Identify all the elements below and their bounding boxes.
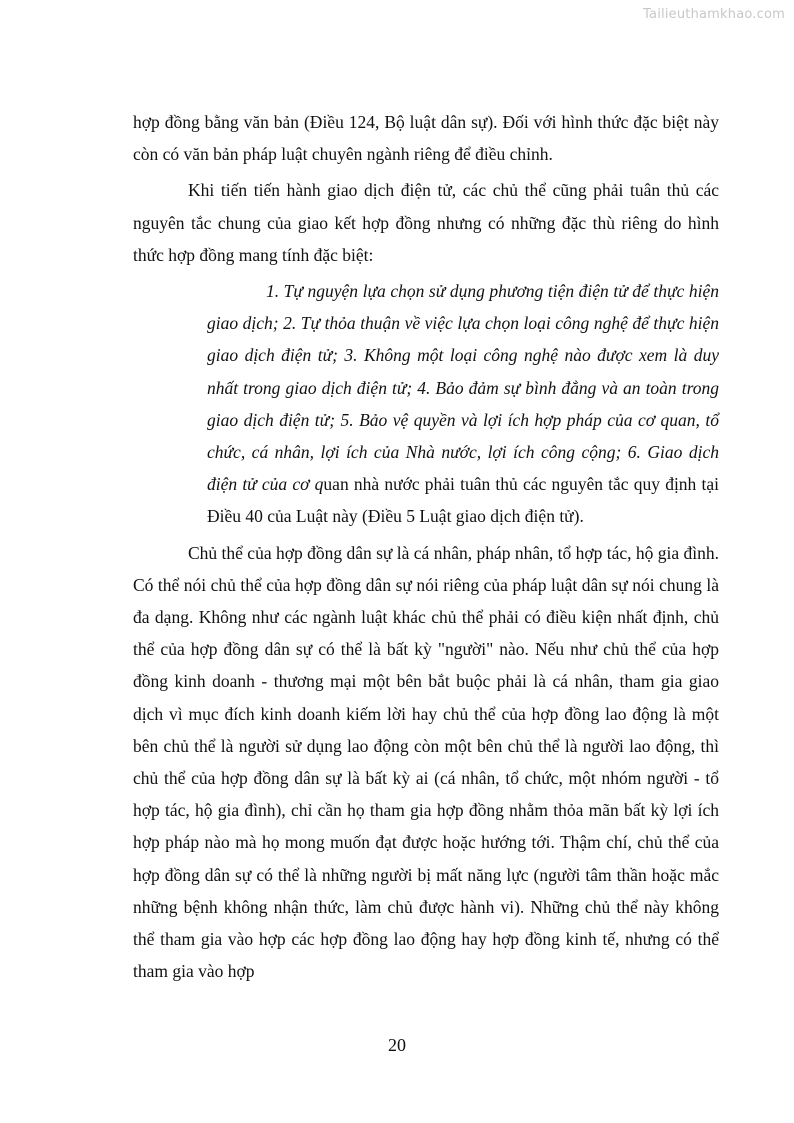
- document-body: [133, 106, 719, 991]
- quoted-principles-italic: 1. Tự nguyện lựa chọn sử dụng phương tiện điện tử để thực hiện giao dịch; 2. Tự thỏa thuận về việc lựa chọn loại công nghệ để thực hiện giao dịch điện tử; 3. Không một loại công nghệ nào được xem là duy nhất trong giao dịch điện tử; 4. Bảo đảm sự bình đẳng và an toàn trong giao dịch điện tử; 5. Bảo vệ quyền và lợi ích hợp pháp của cơ quan, tổ chức, cá nhân, lợi ích của Nhà nước, lợi ích công cộng; 6. Giao dịch điện tử của cơ q: [207, 281, 719, 495]
- paragraph-contract-subjects: Chủ thể của hợp đồng dân sự là cá nhân, pháp nhân, tổ hợp tác, hộ gia đình. Có thể nói chủ thể của hợp đồng dân sự nói riêng của pháp luật dân sự nói chung là đa dạng. Không như các ngành luật khác chủ thể phải có điều kiện nhất định, chủ thể của hợp đồng dân sự có thể là bất kỳ "người" nào. Nếu như chủ thể của hợp đồng kinh doanh - thương mại một bên bắt buộc phải là cá nhân, tham gia giao dịch vì mục đích kinh doanh kiếm lời hay chủ thể của hợp đồng lao động là một bên chủ thể là người sử dụng lao động còn một bên chủ thể là người lao động, thì chủ thể của hợp đồng dân sự là bất kỳ ai (cá nhân, tổ chức, một nhóm người - tổ hợp tác, hộ gia đình), chỉ cần họ tham gia hợp đồng nhằm thỏa mãn bất kỳ lợi ích hợp pháp nào mà họ mong muốn đạt được hoặc hướng tới. Thậm chí, chủ thể của hợp đồng dân sự có thể là những người bị mất năng lực (người tâm thần hoặc mắc những bệnh không nhận thức, làm chủ được hành vi). Những chủ thể này không thể tham gia vào hợp các hợp đồng lao động hay hợp đồng kinh tế, nhưng có thể tham gia vào hợp: [133, 542, 719, 982]
- quoted-principles: [207, 275, 719, 533]
- watermark-text: Tailieuthamkhao.com: [643, 7, 785, 22]
- paragraph-electronic-transactions: Khi tiến tiến hành giao dịch điện tử, các chủ thể cũng phải tuân thủ các nguyên tắc chung của giao kết hợp đồng nhưng có những đặc thù riêng do hình thức hợp đồng mang tính đặc biệt:: [133, 180, 719, 265]
- page-number: 20: [388, 1035, 406, 1055]
- paragraph-continuation: hợp đồng bằng văn bản (Điều 124, Bộ luật dân sự). Đối với hình thức đặc biệt này còn có văn bản pháp luật chuyên ngành riêng để điều chỉnh.: [133, 112, 719, 165]
- quoted-principles-normal: uan nhà nước phải tuân thủ các nguyên tắc quy định tại Điều 40 của Luật này (Điều 5 Luật giao dịch điện tử).: [207, 474, 719, 527]
